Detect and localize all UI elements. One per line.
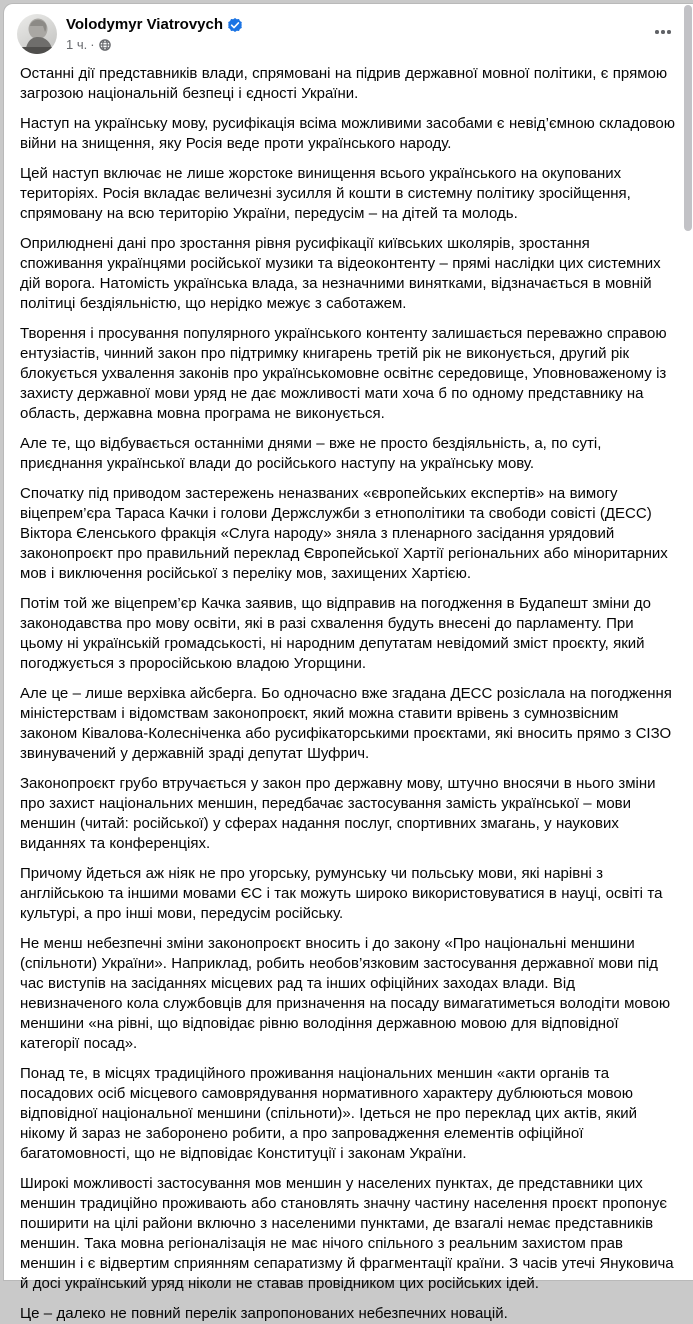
post-paragraph: Творення і просування популярного українського контенту залишається переважно справою ентузіастів, чинний закон про підтримку книгарень третій рік не виконується, другий рік блокується ухвалення законів про українськомовне освітнє середовище, Уповноваженому із захисту державної мови уряд не дає можливості мати хоча б по одному представнику на область, державна мовна програма не виконується. — [20, 325, 667, 422]
post-paragraph: Наступ на українську мову, русифікація всіма можливими засобами є невід’ємною складовою війни на знищення, яку Росія веде проти українського народу. — [20, 115, 675, 152]
post-paragraph: Широкі можливості застосування мов меншин у населених пунктах, де представники цих меншин традиційно проживають або становлять значну частину населення проєкт пропонує поширити на цілі райони включно з населеними пунктами, де взагалі немає представників меншин. Така мовна регіоналізація не має нічого спільного з реальним захистом прав меншин і є відвертим сприянням сепаратизму й фрагментації країни. З часів утечі Януковича й досі український уряд ніколи не ставав провідником цих російських ідей. — [20, 1175, 674, 1292]
post-paragraph: Але те, що відбувається останніми днями – вже не просто бездіяльність, а, по суті, приєднання української влади до російського наступу на українську мову. — [20, 435, 602, 472]
post-paragraph: Понад те, в місцях традиційного проживання національних меншин «акти органів та посадових осіб місцевого самоврядування нормативного характеру дублюються мовою відповідної національної меншини (спільноти)». Ідеться не про переклад цих актів, який нікому й зараз не заборонено робити, а про запровадження елементів офіційної багатомовності, що не відповідає Конституції і законам України. — [20, 1065, 638, 1162]
post-meta — [66, 37, 242, 53]
avatar-photo — [17, 14, 57, 54]
post-paragraph: Потім той же віцепрем’єр Качка заявив, що відправив на погодження в Будапешт зміни до законодавства про мову освіти, які в разі схвалення будуть внесені до парламенту. При цьому ні українській громадськості, ні народним депутатам невідомий зміст проєкту, який погоджується з проросійською владою Угорщини. — [20, 595, 652, 672]
avatar[interactable] — [17, 14, 57, 54]
post-paragraph: Спочатку під приводом застережень неназваних «європейських експертів» на вимогу віцепрем’єра Тараса Качки і голови Держслужби з етнополітики та свободи совісті (ДЕСС) Віктора Єленського фракція «Слуга народу» зняла з пленарного засідання урядовий законопроєкт про правильний переклад Європейської Хартії регіональних або міноритарних мов і виключення російської з переліку мов, захищених Хартією. — [20, 485, 668, 582]
post-text — [4, 54, 693, 1324]
author-name[interactable]: Volodymyr Viatrovych — [66, 16, 224, 33]
more-horizontal-icon — [655, 30, 659, 34]
post-header — [4, 4, 693, 54]
post-paragraph: Причому йдеться аж ніяк не про угорську, румунську чи польську мови, які нарівні з англійською та іншими мовами ЄС і так можуть широко використовуватися в науці, освіті та культурі, а про інші мови, передусім російську. — [20, 865, 663, 922]
scrollbar-thumb[interactable] — [684, 5, 692, 231]
post-paragraph: Це – далеко не повний перелік запропонованих небезпечних новацій. — [20, 1305, 508, 1322]
meta-separator: · — [90, 37, 95, 52]
more-options-button[interactable] — [647, 18, 679, 46]
header-info — [66, 14, 242, 53]
post-paragraph: Але це – лише верхівка айсберга. Бо одночасно вже згадана ДЕСС розіслала на погодження міністерствам і відомствам законопроєкт, який можна ставити врівень з сумнозвісним законом Ківалова-Колесніченка або русифікаторськими проєктами, які вносить прямо з СІЗО звинувачений у державній зраді депутат Шуфрич. — [20, 685, 672, 762]
post-paragraph: Оприлюднені дані про зростання рівня русифікації київських школярів, зростання споживання українцями російської музики та відеоконтенту – прямі наслідки цих системних дій ворога. Натомість українська влада, за незначними винятками, відзначається в мовній політиці бездіяльністю, що нерідко межує з саботажем. — [20, 235, 661, 312]
timestamp[interactable]: 1 ч. — [66, 37, 88, 52]
post-paragraph: Цей наступ включає не лише жорстоке винищення всього українського на окупованих територіях. Росія вкладає величезні зусилля й кошти в системну політику зросійщення, спрямовану на всю територію України, передусім – на дітей та молодь. — [20, 165, 631, 222]
verified-badge-icon — [228, 18, 242, 32]
post-paragraph: Законопроєкт грубо втручається у закон про державну мову, штучно вносячи в нього зміни про захист національних меншин, передбачає застосування замість української – мови меншин (читай: російської) у сферах надання послуг, спортивних змагань, у наукових виданнях та конференціях. — [20, 775, 656, 852]
post-paragraph: Останні дії представників влади, спрямовані на підрив державної мовної політики, є прямою загрозою національній безпеці і єдності України. — [20, 65, 668, 102]
post-paragraph: Не менш небезпечні зміни законопроєкт вносить і до закону «Про національні меншини (спільноти) України». Наприклад, робить необов’язковим застосування державної мови під час виступів на засіданнях місцевих рад та інших офіційних заходах влади. Від невизначеного кола службовців для призначення на посаду вимагатиметься володіти мовою меншини «на рівні, що відповідає рівню володіння державною мовою для відповідної категорії посад». — [20, 935, 671, 1052]
globe-icon — [99, 39, 111, 51]
post-card — [4, 4, 693, 1322]
